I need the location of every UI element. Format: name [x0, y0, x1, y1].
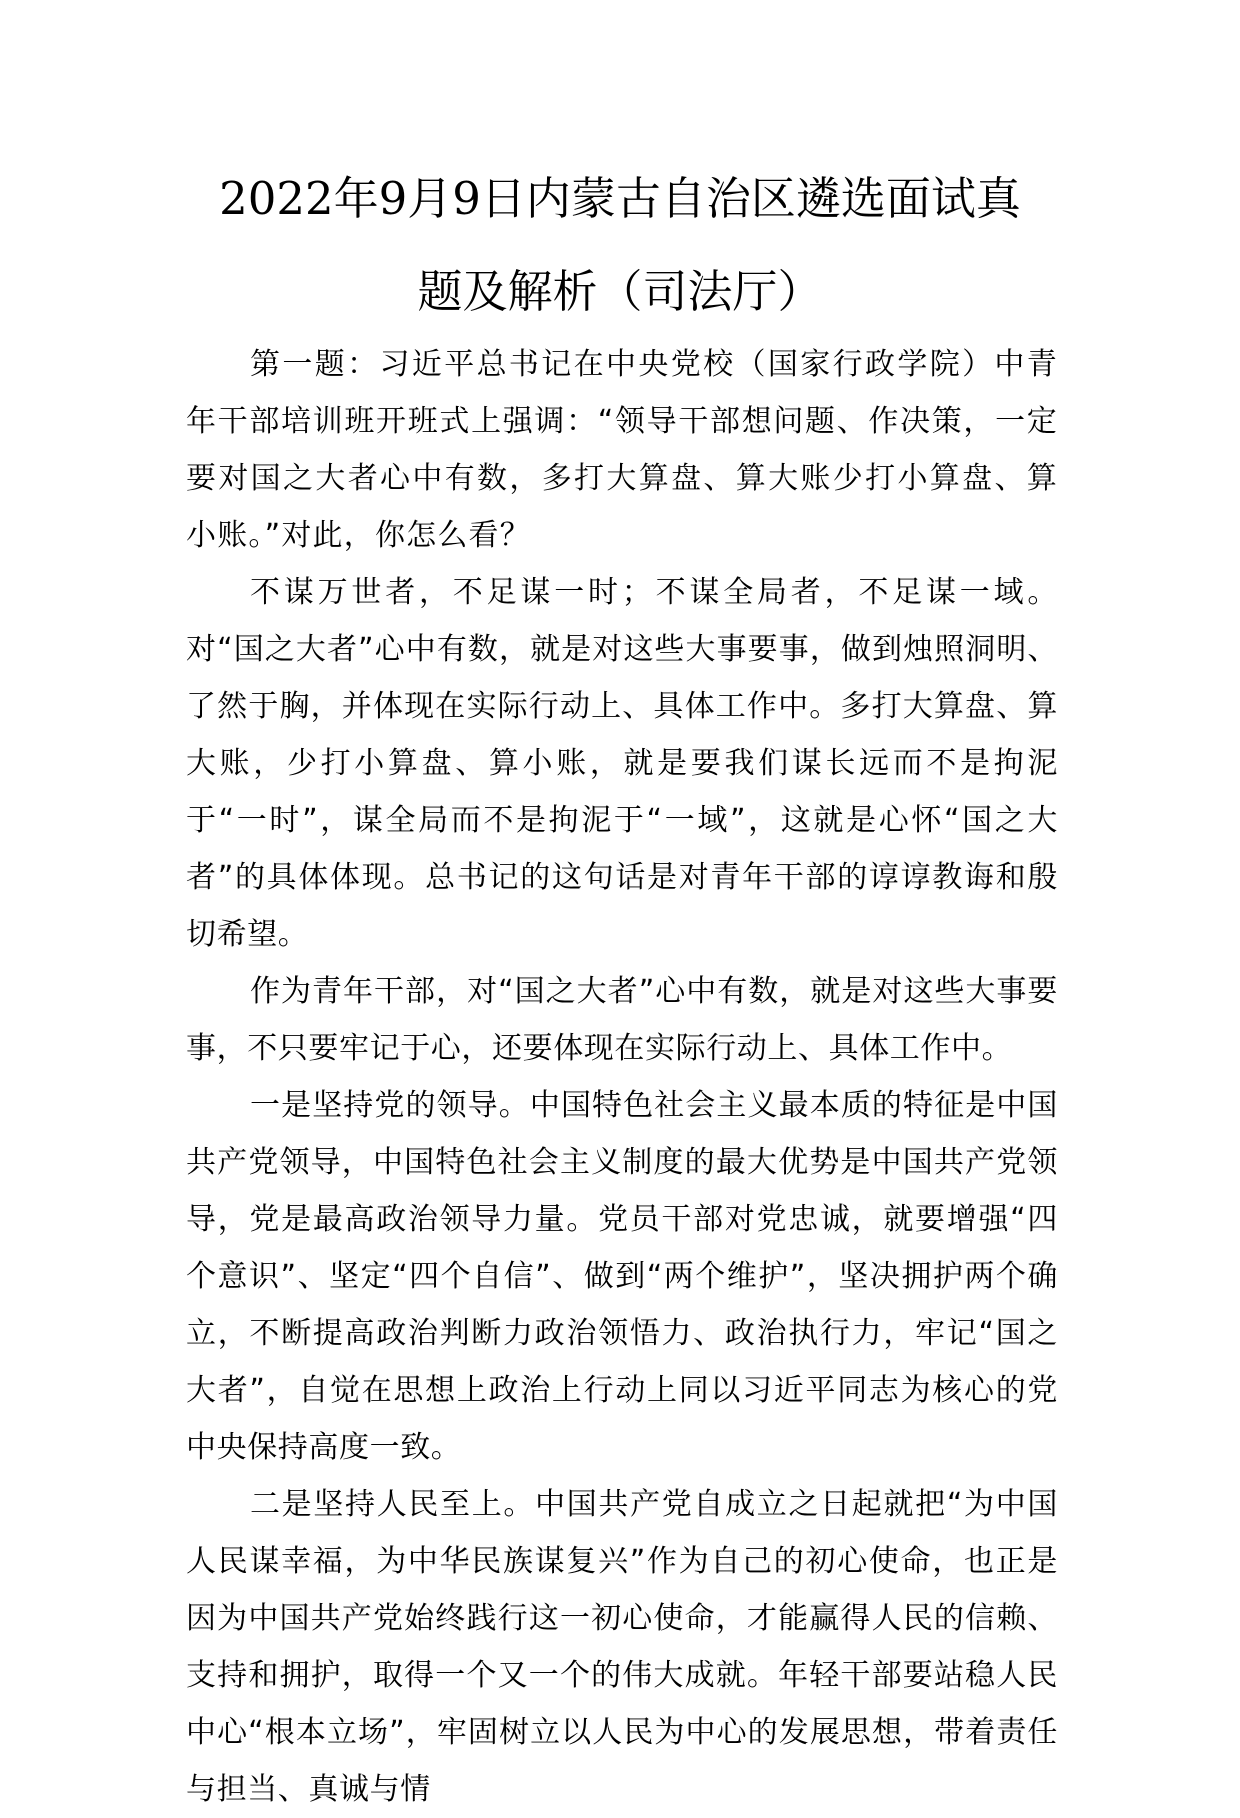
document-title-line-1: 2022年9月9日内蒙古自治区遴选面试真	[219, 172, 1021, 225]
document-body	[186, 336, 1058, 1818]
answer-paragraph-point-1: 一是坚持党的领导。中国特色社会主义最本质的特征是中国共产党领导，中国特色社会主义制度的最大优势是中国共产党领导，党是最高政治领导力量。党员干部对党忠诚，就要增强“四个意识”、坚定“四个自信”、做到“两个维护”，坚决拥护两个确立，不断提高政治判断力政治领悟力、政治执行力，牢记“国之大者”，自觉在思想上政治上行动上同以习近平同志为核心的党中央保持高度一致。	[186, 1088, 1058, 1465]
answer-paragraph-2: 作为青年干部，对“国之大者”心中有数，就是对这些大事要事，不只要牢记于心，还要体现在实际行动上、具体工作中。	[186, 974, 1058, 1066]
question-paragraph: 第一题：习近平总书记在中央党校（国家行政学院）中青年干部培训班开班式上强调：“领导干部想问题、作决策，一定要对国之大者心中有数，多打大算盘、算大账少打小算盘、算小账。”对此，你怎么看？	[186, 347, 1058, 553]
document-title-line-2: 题及解析（司法厅）	[417, 265, 823, 318]
answer-paragraph-intro: 不谋万世者，不足谋一时；不谋全局者，不足谋一域。对“国之大者”心中有数，就是对这些大事要事，做到烛照洞明、了然于胸，并体现在实际行动上、具体工作中。多打大算盘、算大账，少打小算盘、算小账，就是要我们谋长远而不是拘泥于“一时”，谋全局而不是拘泥于“一域”，这就是心怀“国之大者”的具体体现。总书记的这句话是对青年干部的谆谆教诲和殷切希望。	[186, 575, 1058, 952]
answer-paragraph-point-2: 二是坚持人民至上。中国共产党自成立之日起就把“为中国人民谋幸福，为中华民族谋复兴”作为自己的初心使命，也正是因为中国共产党始终践行这一初心使命，才能赢得人民的信赖、支持和拥护，取得一个又一个的伟大成就。年轻干部要站稳人民中心“根本立场”，牢固树立以人民为中心的发展思想，带着责任与担当、真诚与情	[186, 1487, 1058, 1807]
